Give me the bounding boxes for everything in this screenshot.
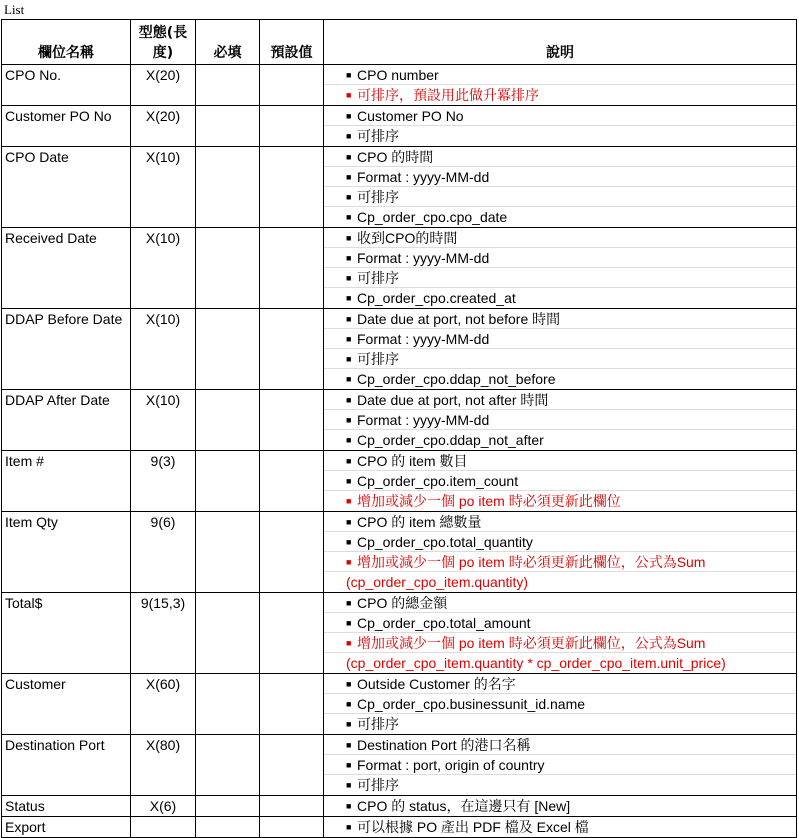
description-text: CPO 的 status，在這邊只有 [New] (357, 798, 571, 814)
description-text: Cp_order_cpo.total_quantity (357, 534, 533, 550)
field-type-cell: X(10) (131, 228, 196, 309)
table-row (2, 796, 797, 817)
square-bullet-icon: ■ (346, 233, 352, 243)
description-line (324, 85, 796, 105)
description-cell (324, 817, 797, 838)
description-text: Destination Port 的港口名稱 (357, 737, 531, 753)
square-bullet-icon: ■ (346, 598, 352, 608)
required-cell (196, 593, 260, 674)
table-row (2, 106, 797, 147)
description-cell (324, 147, 797, 228)
field-name-cell: Destination Port (2, 735, 131, 796)
square-bullet-icon: ■ (346, 395, 352, 405)
description-line (324, 187, 796, 207)
description-line (324, 65, 796, 85)
default-value-cell (260, 512, 324, 593)
square-bullet-icon: ■ (346, 618, 352, 628)
header-default: 預設值 (260, 20, 324, 65)
square-bullet-icon: ■ (346, 496, 352, 506)
description-text: 增加或減少一個 po item 時必須更新此欄位，公式為Sum (357, 554, 706, 570)
field-type-cell: X(80) (131, 735, 196, 796)
description-line (324, 369, 796, 389)
default-value-cell (260, 147, 324, 228)
default-value-cell (260, 390, 324, 451)
default-value-cell (260, 228, 324, 309)
description-text: 增加或減少一個 po item 時必須更新此欄位，公式為Sum (357, 635, 706, 651)
header-type-length: 型態(長度) (131, 20, 196, 65)
description-line (324, 167, 796, 187)
square-bullet-icon: ■ (346, 354, 352, 364)
field-name-cell: Item # (2, 451, 131, 512)
description-text: Cp_order_cpo.created_at (357, 290, 516, 306)
square-bullet-icon: ■ (346, 172, 352, 182)
square-bullet-icon: ■ (346, 822, 352, 832)
field-type-cell: X(10) (131, 309, 196, 390)
required-cell (196, 309, 260, 390)
description-text: Date due at port, not before 時間 (357, 311, 561, 327)
field-type-cell: X(10) (131, 147, 196, 228)
description-text: Format : yyyy-MM-dd (357, 331, 490, 347)
required-cell (196, 796, 260, 817)
description-text: Format : yyyy-MM-dd (357, 412, 490, 428)
table-row (2, 674, 797, 735)
field-name-cell: CPO No. (2, 65, 131, 106)
description-text: 可排序 (357, 716, 399, 732)
required-cell (196, 735, 260, 796)
description-line (324, 532, 796, 552)
description-text: 增加或減少一個 po item 時必須更新此欄位 (357, 493, 621, 509)
description-cell (324, 735, 797, 796)
square-bullet-icon: ■ (346, 253, 352, 263)
default-value-cell (260, 817, 324, 838)
description-text: Format : port, origin of country (357, 757, 545, 773)
description-text: Customer PO No (357, 108, 464, 124)
description-text: CPO 的 item 總數量 (357, 514, 482, 530)
field-name-cell: Total$ (2, 593, 131, 674)
field-type-cell: 9(3) (131, 451, 196, 512)
description-line (324, 228, 796, 248)
field-type-cell: X(10) (131, 390, 196, 451)
description-text: Outside Customer 的名字 (357, 676, 516, 692)
field-name-cell: DDAP Before Date (2, 309, 131, 390)
required-cell (196, 674, 260, 735)
header-row (2, 20, 797, 65)
description-text: CPO number (357, 67, 439, 83)
description-cell (324, 593, 797, 674)
description-line (324, 207, 796, 227)
table-row (2, 228, 797, 309)
required-cell (196, 106, 260, 147)
description-line (324, 126, 796, 146)
table-row (2, 65, 797, 106)
table-row (2, 147, 797, 228)
square-bullet-icon: ■ (346, 334, 352, 344)
description-text: Cp_order_cpo.businessunit_id.name (357, 696, 586, 712)
description-text: 可以根據 PO 產出 PDF 檔及 Excel 檔 (357, 819, 589, 835)
default-value-cell (260, 65, 324, 106)
field-name-cell: DDAP After Date (2, 390, 131, 451)
square-bullet-icon: ■ (346, 456, 352, 466)
description-cell (324, 309, 797, 390)
default-value-cell (260, 593, 324, 674)
description-text: Cp_order_cpo.cpo_date (357, 209, 508, 225)
required-cell (196, 65, 260, 106)
description-line (324, 796, 796, 816)
field-name-cell: Item Qty (2, 512, 131, 593)
header-description: 說明 (324, 20, 797, 65)
field-type-cell: X(6) (131, 796, 196, 817)
spec-table (1, 19, 797, 838)
field-type-cell: 9(6) (131, 512, 196, 593)
description-text: 可排序 (357, 351, 399, 367)
description-line (324, 390, 796, 410)
description-line (324, 491, 796, 511)
table-row (2, 817, 797, 838)
description-line (324, 593, 796, 613)
header-required: 必填 (196, 20, 260, 65)
field-name-cell: Status (2, 796, 131, 817)
description-text: Cp_order_cpo.item_count (357, 473, 519, 489)
square-bullet-icon: ■ (346, 131, 352, 141)
description-line (324, 106, 796, 126)
header-field-name: 欄位名稱 (2, 20, 131, 65)
square-bullet-icon: ■ (346, 90, 352, 100)
field-name-cell: Export (2, 817, 131, 838)
description-line (324, 633, 796, 653)
square-bullet-icon: ■ (346, 679, 352, 689)
field-type-cell: 9(15,3) (131, 593, 196, 674)
square-bullet-icon: ■ (346, 314, 352, 324)
description-line (324, 694, 796, 714)
required-cell (196, 512, 260, 593)
description-line (324, 349, 796, 369)
square-bullet-icon: ■ (346, 760, 352, 770)
description-line (324, 552, 796, 572)
square-bullet-icon: ■ (346, 740, 352, 750)
field-type-cell: X(20) (131, 106, 196, 147)
square-bullet-icon: ■ (346, 517, 352, 527)
description-text: CPO 的 item 數目 (357, 453, 468, 469)
square-bullet-icon: ■ (346, 415, 352, 425)
description-line (324, 735, 796, 755)
description-line (324, 288, 796, 308)
table-row (2, 735, 797, 796)
description-line (324, 471, 796, 491)
required-cell (196, 228, 260, 309)
square-bullet-icon: ■ (346, 111, 352, 121)
description-text: 可排序 (357, 189, 399, 205)
square-bullet-icon: ■ (346, 435, 352, 445)
description-cell (324, 451, 797, 512)
description-text: 可排序 (357, 777, 399, 793)
table-row (2, 512, 797, 593)
description-text: 可排序 (357, 270, 399, 286)
description-text: Date due at port, not after 時間 (357, 392, 549, 408)
table-row (2, 451, 797, 512)
square-bullet-icon: ■ (346, 537, 352, 547)
field-name-cell: Customer (2, 674, 131, 735)
description-cell (324, 390, 797, 451)
description-text: Format : yyyy-MM-dd (357, 169, 490, 185)
field-name-cell: CPO Date (2, 147, 131, 228)
square-bullet-icon: ■ (346, 801, 352, 811)
description-text: Format : yyyy-MM-dd (357, 250, 490, 266)
description-line (324, 613, 796, 633)
square-bullet-icon: ■ (346, 70, 352, 80)
sheet-label: List (4, 2, 25, 17)
table-row (2, 390, 797, 451)
square-bullet-icon: ■ (346, 212, 352, 222)
field-type-cell: X(60) (131, 674, 196, 735)
description-text: (cp_order_cpo_item.quantity) (346, 574, 529, 590)
default-value-cell (260, 106, 324, 147)
description-line (324, 248, 796, 268)
description-cell (324, 65, 797, 106)
description-line (324, 268, 796, 288)
square-bullet-icon: ■ (346, 699, 352, 709)
field-name-cell: Customer PO No (2, 106, 131, 147)
description-text: 可排序 (357, 128, 399, 144)
square-bullet-icon: ■ (346, 152, 352, 162)
square-bullet-icon: ■ (346, 780, 352, 790)
square-bullet-icon: ■ (346, 192, 352, 202)
description-line (324, 714, 796, 734)
description-line (324, 653, 796, 673)
description-line (324, 451, 796, 471)
description-line (324, 410, 796, 430)
required-cell (196, 390, 260, 451)
field-type-cell: X(20) (131, 65, 196, 106)
square-bullet-icon: ■ (346, 557, 352, 567)
description-line (324, 309, 796, 329)
square-bullet-icon: ■ (346, 719, 352, 729)
required-cell (196, 817, 260, 838)
description-text: CPO 的總金額 (357, 595, 448, 611)
description-text: 可排序，預設用此做升冪排序 (357, 87, 539, 103)
default-value-cell (260, 674, 324, 735)
description-line (324, 572, 796, 592)
default-value-cell (260, 735, 324, 796)
description-line (324, 512, 796, 532)
description-cell (324, 512, 797, 593)
description-line (324, 755, 796, 775)
square-bullet-icon: ■ (346, 273, 352, 283)
description-line (324, 430, 796, 450)
description-line (324, 329, 796, 349)
field-name-cell: Received Date (2, 228, 131, 309)
description-cell (324, 674, 797, 735)
table-row (2, 593, 797, 674)
field-type-cell (131, 817, 196, 838)
description-text: 收到CPO的時間 (357, 230, 458, 246)
table-row (2, 309, 797, 390)
description-text: (cp_order_cpo_item.quantity * cp_order_cpo_item.unit_price) (346, 655, 726, 671)
square-bullet-icon: ■ (346, 293, 352, 303)
square-bullet-icon: ■ (346, 638, 352, 648)
description-text: Cp_order_cpo.total_amount (357, 615, 531, 631)
spec-table-body (2, 65, 797, 838)
description-cell (324, 228, 797, 309)
description-line (324, 775, 796, 795)
default-value-cell (260, 309, 324, 390)
description-line (324, 147, 796, 167)
description-text: Cp_order_cpo.ddap_not_before (357, 371, 556, 387)
square-bullet-icon: ■ (346, 476, 352, 486)
required-cell (196, 451, 260, 512)
description-cell (324, 106, 797, 147)
description-line (324, 817, 796, 837)
default-value-cell (260, 796, 324, 817)
description-text: Cp_order_cpo.ddap_not_after (357, 432, 544, 448)
description-text: CPO 的時間 (357, 149, 434, 165)
required-cell (196, 147, 260, 228)
default-value-cell (260, 451, 324, 512)
square-bullet-icon: ■ (346, 374, 352, 384)
description-cell (324, 796, 797, 817)
description-line (324, 674, 796, 694)
